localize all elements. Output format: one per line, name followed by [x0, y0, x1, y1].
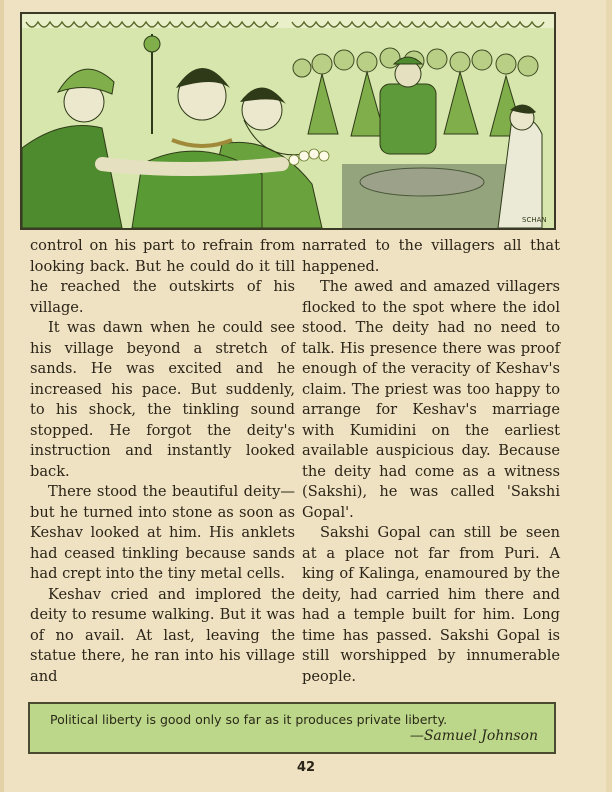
artist-signature: SCHAN — [522, 216, 547, 224]
paragraph: There stood the beautiful deity—but he turned into stone as soon as Keshav looked at him. His anklets had ceased tinkling because sands had crept into the tiny metal cells. — [30, 483, 295, 582]
paragraph: Keshav cried and implored the deity to resume walking. But it was of no avail. At last, leaving the statue there, he ran into his village and — [30, 585, 295, 685]
paragraph: narrated to the villagers all that happened. — [302, 237, 560, 275]
story-illustration — [20, 12, 556, 230]
quote-box — [28, 702, 556, 754]
page-number: 42 — [296, 760, 316, 775]
paragraph: control on his part to refrain from looking back. But he could do it till he reached the outskirts of his village. — [30, 237, 295, 316]
paragraph: It was dawn when he could see his village beyond a stretch of sands. He was excited and he increased his pace. But suddenly, to his shock, the tinkling sound stopped. He forgot the deity's instruction and instantly looked back. — [30, 319, 295, 480]
paragraph: The awed and amazed villagers flocked to the spot where the idol stood. The deity had no need to talk. His presence there was proof enough of the veracity of Keshav's claim. The priest was too happy to arrange for Keshav's marriage with Kumidini on the earliest available auspicious day. Because the deity had come as a witness (Sakshi), he was called 'Sakshi Gopal'. — [302, 278, 560, 521]
quote-author: —Samuel Johnson — [409, 728, 538, 744]
text-column-right — [302, 236, 560, 687]
quote-text: Political liberty is good only so far as it produces private liberty. — [50, 712, 448, 727]
paragraph: Sakshi Gopal can still be seen at a place not far from Puri. A king of Kalinga, enamoured by the deity, had carried him there and had a temple built for him. Long time has passed. Sakshi Gopal is still worshipped by innumerable people. — [302, 524, 560, 685]
text-column-left — [30, 236, 295, 687]
